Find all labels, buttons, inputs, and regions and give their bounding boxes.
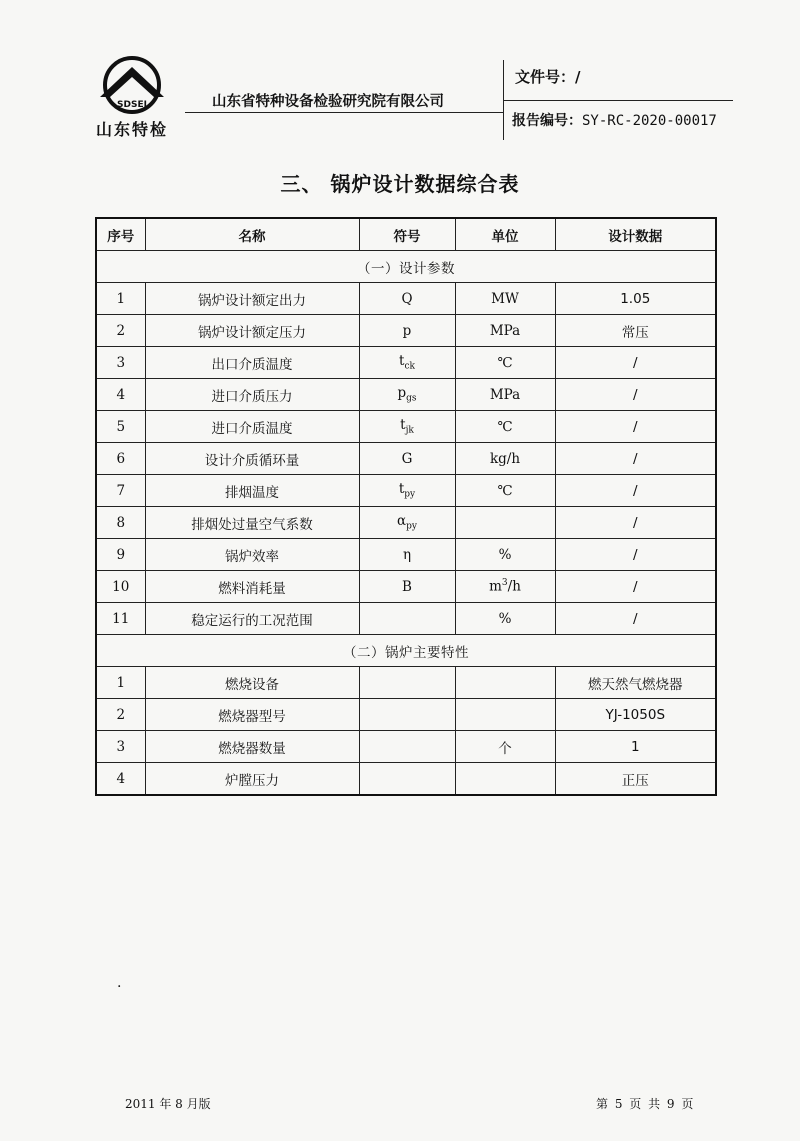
stray-mark: . [117, 975, 122, 991]
file-number-label: 文件号： [515, 68, 576, 86]
row-value: / [555, 571, 716, 603]
row-name: 排烟温度 [145, 475, 359, 507]
header-name: 名称 [145, 218, 359, 251]
symbol-cell [359, 379, 455, 411]
row-index: 11 [96, 603, 145, 635]
unit-cell [455, 507, 555, 539]
logo-text: 山东特检 [95, 120, 168, 139]
row-value: / [555, 603, 716, 635]
unit-cell [455, 667, 555, 699]
unit-main: ℃ [497, 482, 513, 499]
symbol-cell [359, 347, 455, 379]
table-row [96, 667, 716, 699]
unit-cell [455, 443, 555, 475]
symbol-subscript: gs [406, 393, 417, 404]
unit-cell [455, 699, 555, 731]
table-row [96, 699, 716, 731]
symbol-main: α [397, 513, 407, 530]
row-index: 9 [96, 539, 145, 571]
unit-cell [455, 603, 555, 635]
symbol-cell [359, 315, 455, 347]
table-row [96, 571, 716, 603]
unit-main: kg/h [489, 450, 521, 467]
symbol-cell [359, 283, 455, 315]
symbol-main: t [399, 353, 405, 370]
row-index: 3 [96, 731, 145, 763]
logo-mark-text: SDSEI [117, 100, 147, 110]
row-name: 燃烧器型号 [145, 699, 359, 731]
unit-cell [455, 347, 555, 379]
page-title: 三、 锅炉设计数据综合表 [280, 172, 520, 196]
organization-name: 山东省特种设备检验研究院有限公司 [212, 94, 444, 110]
symbol-cell [359, 667, 455, 699]
symbol-cell [359, 507, 455, 539]
row-value: / [555, 475, 716, 507]
unit-cell [455, 571, 555, 603]
row-name: 锅炉设计额定压力 [145, 315, 359, 347]
symbol-cell [359, 411, 455, 443]
unit-cell [455, 283, 555, 315]
symbol-main: t [400, 417, 406, 434]
row-value: / [555, 507, 716, 539]
header-divider [185, 112, 503, 113]
unit-superscript: 3 [501, 578, 508, 589]
section-row [96, 251, 716, 283]
symbol-main: t [398, 481, 405, 498]
row-index: 2 [96, 699, 145, 731]
symbol-cell [359, 571, 455, 603]
symbol-main: G [401, 450, 413, 467]
row-index: 5 [96, 411, 145, 443]
symbol-main: η [402, 546, 412, 563]
unit-cell [455, 763, 555, 796]
row-index: 10 [96, 571, 145, 603]
table-row [96, 731, 716, 763]
section-row [96, 635, 716, 667]
unit-main: ℃ [497, 354, 513, 371]
row-value: 燃天然气燃烧器 [555, 667, 716, 699]
row-index: 7 [96, 475, 145, 507]
table-row [96, 315, 716, 347]
row-index: 6 [96, 443, 145, 475]
table-row [96, 379, 716, 411]
report-number-label: 报告编号： [512, 113, 582, 129]
row-name: 燃烧设备 [145, 667, 359, 699]
row-value: YJ-1050S [555, 699, 716, 731]
table-row [96, 347, 716, 379]
file-number-value: / [575, 68, 581, 86]
symbol-cell [359, 539, 455, 571]
unit-cell [455, 539, 555, 571]
unit-tail: /h [507, 578, 521, 595]
table-row [96, 539, 716, 571]
unit-main: MPa [489, 386, 521, 403]
row-value: / [555, 443, 716, 475]
header-symbol: 符号 [359, 218, 455, 251]
table-row [96, 507, 716, 539]
row-value: / [555, 379, 716, 411]
symbol-subscript: ck [404, 361, 415, 372]
row-index: 8 [96, 507, 145, 539]
design-data-table [95, 217, 717, 796]
row-index: 3 [96, 347, 145, 379]
symbol-main: p [397, 385, 407, 402]
unit-cell [455, 315, 555, 347]
symbol-subscript: jk [405, 425, 414, 436]
row-index: 4 [96, 379, 145, 411]
file-number [515, 66, 581, 87]
row-value: / [555, 411, 716, 443]
row-name: 进口介质温度 [145, 411, 359, 443]
row-name: 出口介质温度 [145, 347, 359, 379]
symbol-cell [359, 443, 455, 475]
symbol-cell [359, 731, 455, 763]
row-value: 1.05 [555, 283, 716, 315]
unit-main: % [498, 546, 512, 563]
symbol-main: B [402, 578, 412, 595]
row-name: 设计介质循环量 [145, 443, 359, 475]
unit-main: m [489, 578, 502, 595]
unit-cell [455, 411, 555, 443]
header-divider-right [503, 100, 733, 101]
symbol-cell [359, 699, 455, 731]
table-row [96, 283, 716, 315]
unit-main: ℃ [497, 418, 513, 435]
row-index: 1 [96, 283, 145, 315]
company-logo [90, 55, 174, 145]
section-title-design-parameters: （一）设计参数 [96, 251, 716, 283]
row-name: 锅炉设计额定出力 [145, 283, 359, 315]
row-value: / [555, 347, 716, 379]
symbol-main: Q [401, 290, 413, 307]
symbol-subscript: py [406, 521, 417, 532]
logo-mark-icon [90, 55, 174, 115]
table-row [96, 443, 716, 475]
report-number [512, 110, 717, 130]
row-name: 燃料消耗量 [145, 571, 359, 603]
symbol-cell [359, 475, 455, 507]
unit-main: MW [491, 290, 519, 307]
row-index: 1 [96, 667, 145, 699]
row-name: 进口介质压力 [145, 379, 359, 411]
row-index: 4 [96, 763, 145, 796]
page-number: 第 5 页 共 9 页 [596, 1097, 694, 1111]
table-row [96, 475, 716, 507]
edition-note: 2011 年 8 月版 [125, 1097, 211, 1111]
table-row [96, 411, 716, 443]
unit-main: MPa [489, 322, 521, 339]
row-name: 燃烧器数量 [145, 731, 359, 763]
unit-cell [455, 379, 555, 411]
unit-main: % [498, 610, 512, 627]
row-name: 稳定运行的工况范围 [145, 603, 359, 635]
header-unit: 单位 [455, 218, 555, 251]
header-design-value: 设计数据 [555, 218, 716, 251]
row-value: 常压 [555, 315, 716, 347]
row-value: / [555, 539, 716, 571]
symbol-cell [359, 763, 455, 796]
row-name: 排烟处过量空气系数 [145, 507, 359, 539]
header-index: 序号 [96, 218, 145, 251]
table-row [96, 603, 716, 635]
table-row [96, 763, 716, 796]
symbol-subscript: py [404, 489, 416, 500]
row-value: 正压 [555, 763, 716, 796]
unit-cell [455, 475, 555, 507]
table-header-row [96, 218, 716, 251]
row-index: 2 [96, 315, 145, 347]
row-value: 1 [555, 731, 716, 763]
section-title-main-characteristics: （二）锅炉主要特性 [96, 635, 716, 667]
report-number-value: SY-RC-2020-00017 [582, 113, 717, 129]
row-name: 炉膛压力 [145, 763, 359, 796]
symbol-cell [359, 603, 455, 635]
symbol-main: p [402, 322, 412, 339]
unit-cell: 个 [455, 731, 555, 763]
row-name: 锅炉效率 [145, 539, 359, 571]
